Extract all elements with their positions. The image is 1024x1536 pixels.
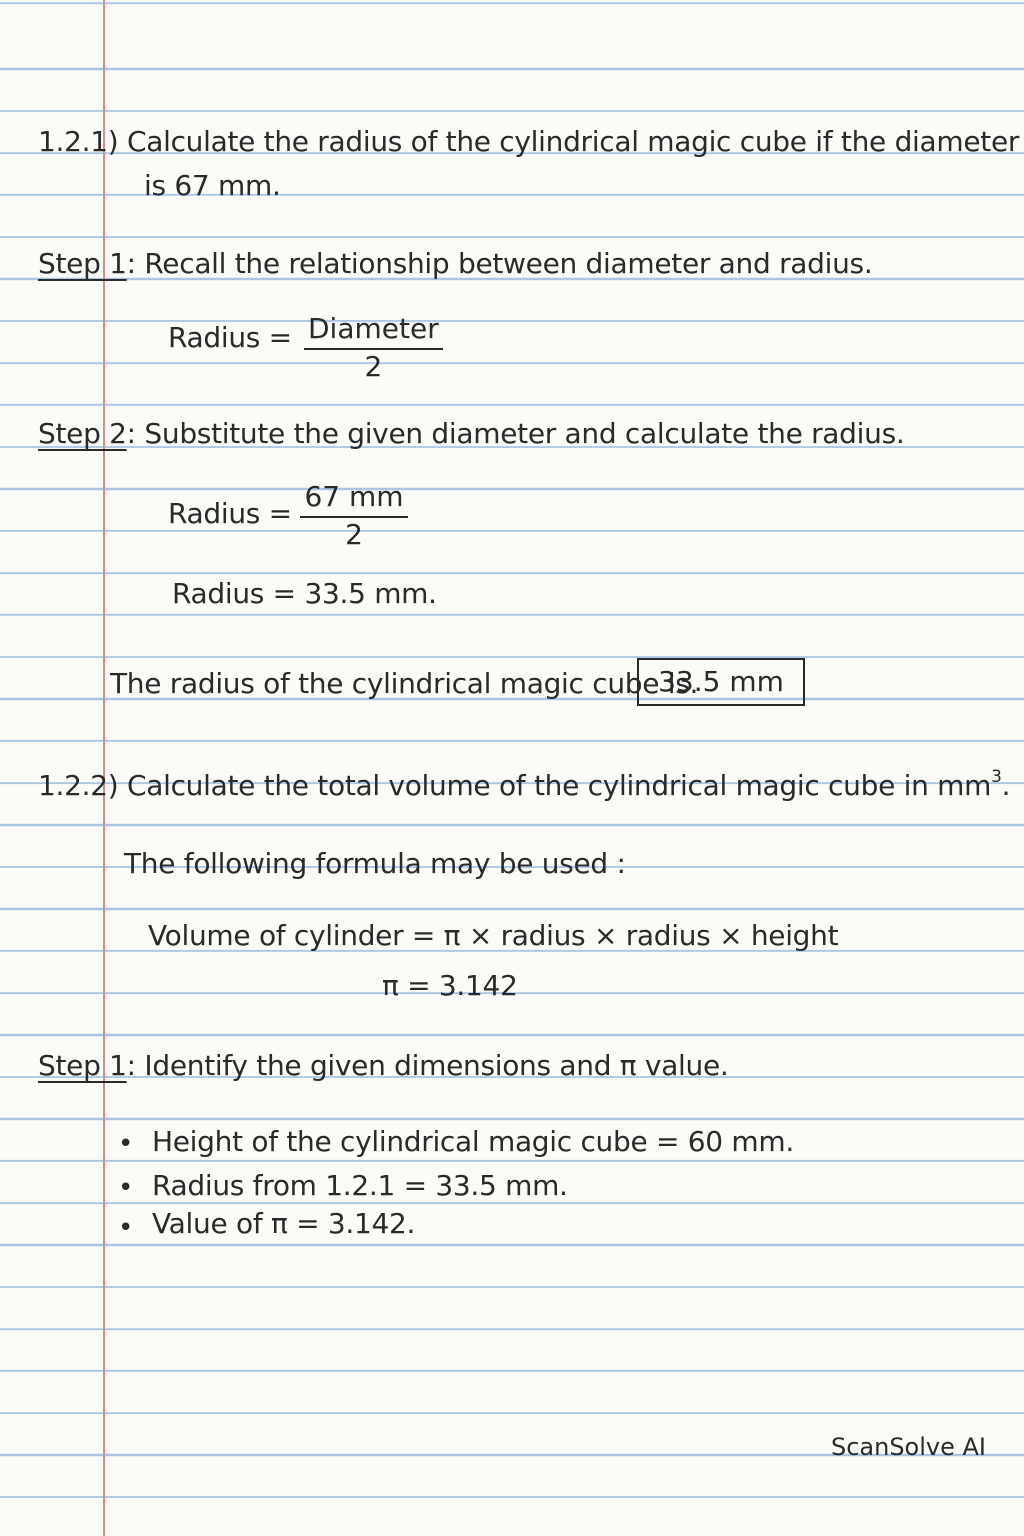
answer-sentence: The radius of the cylindrical magic cube is. (110, 667, 699, 700)
volume-formula: Volume of cylinder = π × radius × radius × height (148, 919, 839, 952)
step-text: : Recall the relationship between diameter and radius. (126, 247, 873, 280)
answer-box: 33.5 mm (637, 658, 805, 706)
step-1-heading (38, 246, 872, 282)
step-text: : Substitute the given diameter and calculate the radius. (126, 417, 905, 450)
fraction-denominator: 2 (345, 518, 363, 551)
list-item: Radius from 1.2.1 = 33.5 mm. (152, 1169, 568, 1202)
list-item: Height of the cylindrical magic cube = 60 mm. (152, 1125, 794, 1158)
superscript-cubed: 3 (991, 767, 1002, 787)
question-text-line1: Calculate the radius of the cylindrical magic cube if the diameter (126, 125, 1020, 158)
substitution-fraction (300, 480, 408, 552)
question-1-2-2 (38, 768, 1010, 804)
fraction-denominator: 2 (364, 350, 383, 383)
pi-value: π = 3.142 (382, 969, 518, 1002)
bullet-dot: • (118, 1129, 134, 1159)
question-end: . (1001, 769, 1011, 802)
question-number: 1.2.2) (38, 769, 119, 802)
formula-lhs: Radius = (168, 321, 292, 354)
step-text: : Identify the given dimensions and π value. (126, 1049, 729, 1082)
bullet-dot: • (118, 1173, 134, 1203)
radius-result: Radius = 33.5 mm. (172, 577, 437, 610)
fraction-numerator: Diameter (304, 312, 443, 350)
question-number: 1.2.1) (38, 125, 119, 158)
fraction-numerator: 67 mm (300, 480, 408, 518)
step-label: Step 2 (38, 417, 127, 450)
list-item: Value of π = 3.142. (152, 1207, 416, 1240)
formula-intro: The following formula may be used : (124, 847, 626, 880)
step-1-heading-q122 (38, 1048, 729, 1084)
scansolve-watermark: ScanSolve AI (830, 1433, 986, 1461)
question-text: Calculate the total volume of the cylindrical magic cube in mm (126, 769, 992, 802)
step-2-heading (38, 416, 904, 452)
bullet-dot: • (118, 1213, 134, 1243)
formula-lhs: Radius = (168, 497, 292, 530)
diameter-over-two-fraction (304, 312, 443, 384)
question-1-2-1 (38, 124, 1019, 160)
question-text-line2: is 67 mm. (144, 169, 281, 202)
step-label: Step 1 (38, 247, 127, 280)
step-label: Step 1 (38, 1049, 127, 1082)
